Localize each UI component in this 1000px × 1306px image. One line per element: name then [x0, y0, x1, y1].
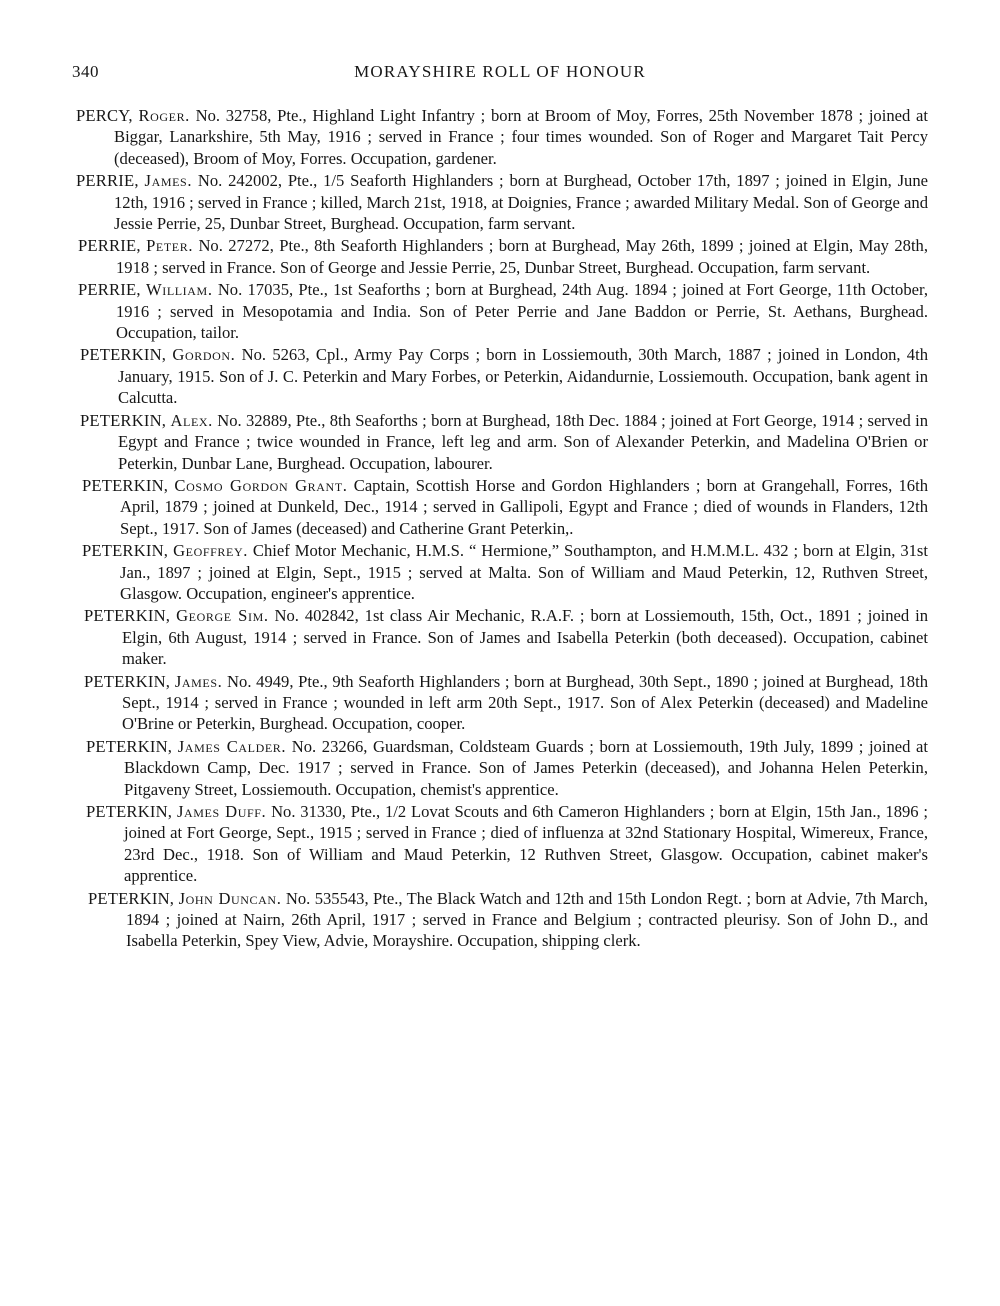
entry-given-name: Peter. — [146, 236, 194, 256]
running-title: MORAYSHIRE ROLL OF HONOUR — [354, 62, 646, 81]
entry-given-name: John Duncan. — [178, 888, 282, 908]
entry-text: No. 242002, Pte., 1/5 Seaforth Highlanders ; born at Burghead, October 17th, 1897 ; joined in Elgin, June 12th, 1916 ; served in France ; killed, March 21st, 1918, at Doignies, France ; awarded Military Medal. Son of George and Jessie Perrie, 25, Dunbar Street, Burghead. Occupation, farm servant. — [114, 171, 928, 234]
roll-entry — [84, 671, 928, 735]
entry-surname: PETERKIN, — [82, 541, 169, 561]
roll-entry — [78, 235, 928, 278]
entry-surname: PERCY, — [76, 106, 133, 125]
entry-text: No. 31330, Pte., 1/2 Lovat Scouts and 6th Cameron Highlanders ; born at Elgin, 15th Jan., 1896 ; joined at Fort George, Sept., 1915 ; served in France ; died of influenza at 32nd Stationary Hospital, Wimereux, France, 23rd Dec., 1918. Son of William and Maud Peterkin, 12 Ruthven Street, Glasgow. Occupation, cabinet maker's apprentice. — [124, 802, 928, 886]
entry-surname: PETERKIN, — [80, 410, 167, 430]
roll-entry — [76, 105, 928, 169]
page-number: 340 — [72, 62, 99, 81]
entry-surname: PETERKIN, — [80, 345, 167, 365]
entry-text: No. 4949, Pte., 9th Seaforth Highlanders ; born at Burghead, 30th Sept., 1890 ; joined at Burghead, 18th Sept., 1914 ; served in France ; wounded in left arm 20th Sept., 1917. Son of Alex Peterkin (deceased) and Madeline O'Brine or Peterkin, Burghead. Occupation, cooper. — [122, 671, 928, 734]
entry-text: No. 402842, 1st class Air Mechanic, R.A.F. ; born at Lossiemouth, 15th, Oct., 1891 ; joined in Elgin, 6th August, 1914 ; served in France. Son of James and Isabella Peterkin (both deceased). Occupation, cabinet maker. — [122, 606, 928, 669]
entry-surname: PETERKIN, — [88, 888, 175, 908]
entry-surname: PERRIE, — [78, 280, 141, 300]
entry-text: No. 5263, Cpl., Army Pay Corps ; born in Lossiemouth, 30th March, 1887 ; joined in London, 4th January, 1915. Son of J. C. Peterkin and Mary Forbes, or Peterkin, Aidandurnie, Lossiemouth. Occupation, bank agent in Calcutta. — [118, 345, 929, 408]
entry-given-name: Alex. — [170, 410, 213, 430]
entry-surname: PERRIE, — [76, 171, 139, 191]
roll-entry — [84, 605, 928, 669]
roll-entry — [82, 475, 928, 539]
roll-entry — [88, 888, 929, 952]
entry-text: No. 17035, Pte., 1st Seaforths ; born at Burghead, 24th Aug. 1894 ; joined at Fort George, 11th October, 1916 ; served in Mesopotamia and India. Son of Peter Perrie and Jane Baddon or Perrie, St. Aethans, Burghead. Occupation, tailor. — [116, 280, 928, 343]
entry-surname: PETERKIN, — [86, 736, 173, 756]
roll-entries — [0, 105, 1000, 953]
entry-given-name: Geoffrey. — [173, 541, 248, 561]
entry-given-name: Roger. — [138, 106, 190, 125]
entry-given-name: William. — [145, 280, 213, 300]
entry-text: No. 535543, Pte., The Black Watch and 12th and 15th London Regt. ; born at Advie, 7th March, 1894 ; joined at Nairn, 26th April, 1917 ; served in France and Belgium ; contracted pleurisy. Son of John D., and Isabella Peterkin, Spey View, Advie, Morayshire. Occupation, shipping clerk. — [126, 888, 929, 951]
entry-text: Chief Motor Mechanic, H.M.S. “ Hermione,” Southampton, and H.M.M.L. 432 ; born at Elgin, 31st Jan., 1897 ; joined at Elgin, Sept., 1915 ; served at Malta. Son of William and Maud Peterkin, 12, Ruthven Street, Glasgow. Occupation, engineer's apprentice. — [120, 541, 928, 603]
roll-entry — [80, 410, 929, 474]
entry-surname: PERRIE, — [78, 236, 141, 256]
roll-entry — [86, 736, 928, 800]
roll-entry — [86, 801, 928, 887]
entry-text: No. 32758, Pte., Highland Light Infantry ; born at Broom of Moy, Forres, 25th November 1878 ; joined at Biggar, Lanarkshire, 5th May, 1916 ; served in France ; four times wounded. Son of Roger and Margaret Tait Percy (deceased), Broom of Moy, Forres. Occupation, gardener. — [114, 106, 928, 168]
entry-text: No. 27272, Pte., 8th Seaforth Highlanders ; born at Burghead, May 26th, 1899 ; joined at Elgin, May 28th, 1918 ; served in France. Son of George and Jessie Perrie, 25, Dunbar Street, Burghead. Occupation, farm servant. — [116, 236, 928, 277]
entry-surname: PETERKIN, — [82, 475, 169, 495]
entry-text: Captain, Scottish Horse and Gordon Highlanders ; born at Grangehall, Forres, 16th April, 1879 ; joined at Dunkeld, Dec., 1914 ; served in Gallipoli, Egypt and France ; died of wounds in Flanders, 12th Sept., 1917. Son of James (deceased) and Catherine Grant Peterkin,. — [120, 475, 928, 538]
entry-given-name: Cosmo Gordon Grant. — [174, 475, 348, 495]
entry-surname: PETERKIN, — [84, 671, 171, 691]
roll-entry — [82, 540, 928, 604]
entry-text: No. 32889, Pte., 8th Seaforths ; born at Burghead, 18th Dec. 1884 ; joined at Fort George, 1914 ; served in Egypt and France ; twice wounded in France, left leg and arm. Son of Alexander Peterkin, and Madelina O'Brien or Peterkin, Dunbar Lane, Burghead. Occupation, labourer. — [118, 410, 929, 473]
entry-given-name: Gordon. — [172, 345, 236, 365]
entry-given-name: James. — [144, 171, 193, 191]
entry-given-name: James Calder. — [177, 736, 287, 756]
entry-text: No. 23266, Guardsman, Coldsteam Guards ; born at Lossiemouth, 19th July, 1899 ; joined at Blackdown Camp, Dec. 1917 ; served in France. Son of James Peterkin (deceased), and Johanna Helen Peterkin, Pitgaveny Street, Lossiemouth. Occupation, chemist's apprentice. — [124, 736, 928, 799]
roll-entry — [78, 279, 928, 343]
entry-given-name: James. — [174, 671, 223, 691]
page-header — [0, 62, 1000, 88]
entry-surname: PETERKIN, — [84, 606, 171, 626]
entry-given-name: George Sim. — [176, 606, 269, 626]
roll-entry — [76, 170, 928, 234]
roll-entry — [80, 344, 929, 408]
entry-surname: PETERKIN, — [86, 802, 173, 821]
entry-given-name: James Duff. — [176, 802, 267, 821]
